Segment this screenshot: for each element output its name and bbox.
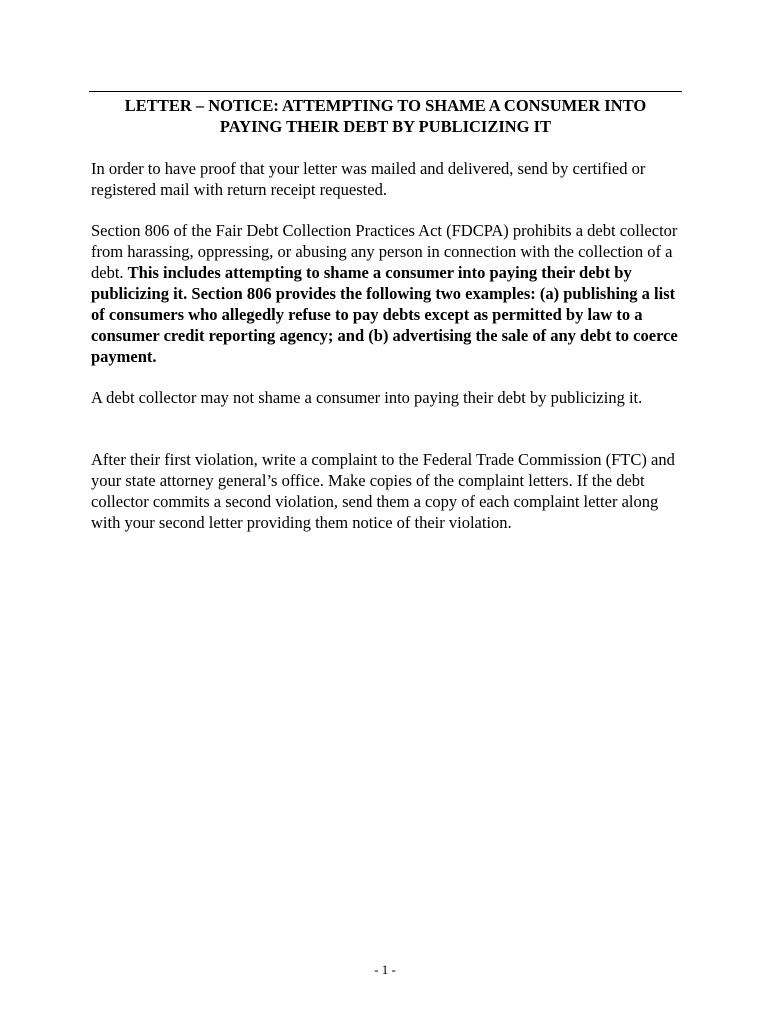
paragraph-section-806 [91,220,683,367]
paragraph-complaint-instructions: After their first violation, write a complaint to the Federal Trade Commission (FTC) and your state attorney general’s office. Make copies of the complaint letters. If the debt collector commits a second violation, send them a copy of each complaint letter along with your second letter providing them notice of their violation. [91,450,675,532]
paragraph-section-806-bold: This includes attempting to shame a consumer into paying their debt by publicizing it. Section 806 provides the following two examples: (a) publishing a list of consumers who allegedly refuse to pay debts except as permitted by law to a consumer credit reporting agency; and (b) advertising the sale of any debt to coerce payment. [91,263,678,366]
title-line-2: PAYING THEIR DEBT BY PUBLICIZING IT [219,117,552,136]
paragraph-mailing-instructions: In order to have proof that your letter was mailed and delivered, send by certified or registered mail with return receipt requested. [91,159,646,199]
title-line-1: LETTER – NOTICE: ATTEMPTING TO SHAME A CONSUMER INTO [124,96,647,115]
paragraph-section-806-plain: Section 806 of the Fair Debt Collection Practices Act (FDCPA) prohibits a debt collector from harassing, oppressing, or abusing any person in connection with the collection of a debt. [91,221,678,282]
paragraph-no-shaming: A debt collector may not shame a consumer into paying their debt by publicizing it. [91,388,643,407]
top-rule-divider [89,91,682,92]
page-number: - 1 - [374,962,396,977]
document-title [89,95,682,137]
